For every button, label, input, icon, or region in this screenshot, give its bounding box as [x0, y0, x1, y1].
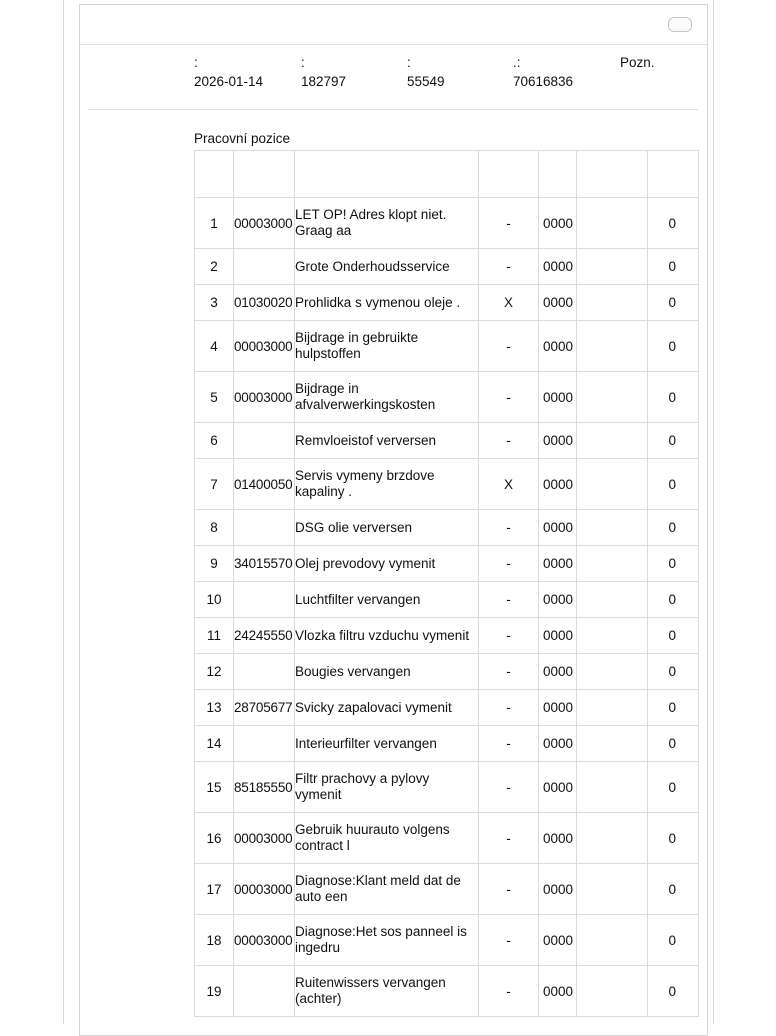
- operation-amount: 0: [648, 423, 699, 459]
- divider: [88, 109, 698, 110]
- description-text: Gebruik huurauto volgens contract l: [295, 822, 450, 853]
- info-label: Pozn.: [620, 55, 655, 70]
- operation-amount: 0: [648, 582, 699, 618]
- operation-amount: 0: [648, 915, 699, 966]
- description-text: Interieurfilter vervangen: [295, 735, 437, 751]
- empty-cell: [577, 726, 648, 762]
- operation-code: 24245550: [234, 618, 295, 654]
- operation-amount: 0: [648, 654, 699, 690]
- position-number: 2: [195, 249, 234, 285]
- section-title: Pracovní pozice: [194, 131, 291, 146]
- info-value: 2026-01-14: [194, 74, 264, 89]
- operation-flag: -: [479, 813, 539, 864]
- operation-value: 0000: [539, 813, 577, 864]
- table-row: [195, 690, 699, 726]
- position-number: 15: [195, 762, 234, 813]
- operation-value: 0000: [539, 864, 577, 915]
- position-number: 9: [195, 546, 234, 582]
- operation-code: 00003000: [234, 813, 295, 864]
- empty-cell: [577, 762, 648, 813]
- operation-description: [295, 762, 479, 813]
- operation-code: 85185550: [234, 762, 295, 813]
- operation-description: [295, 654, 479, 690]
- operation-description: [295, 813, 479, 864]
- header-cell: [648, 151, 699, 198]
- position-number: 6: [195, 423, 234, 459]
- description-text: Olej prevodovy vymenit: [295, 555, 436, 571]
- position-number: 18: [195, 915, 234, 966]
- position-number: 4: [195, 321, 234, 372]
- description-text: Servis vymeny brzdove kapaliny .: [295, 468, 435, 499]
- operation-value: 0000: [539, 510, 577, 546]
- operation-amount: 0: [648, 690, 699, 726]
- operation-flag: -: [479, 915, 539, 966]
- operation-amount: 0: [648, 510, 699, 546]
- header-cell: [539, 151, 577, 198]
- table-row: [195, 459, 699, 510]
- description-text: Luchtfilter vervangen: [295, 591, 421, 607]
- operation-code: 34015570: [234, 546, 295, 582]
- operation-description: [295, 618, 479, 654]
- position-number: 16: [195, 813, 234, 864]
- empty-cell: [577, 372, 648, 423]
- operation-code: [234, 726, 295, 762]
- operation-code: 01400050: [234, 459, 295, 510]
- empty-cell: [577, 654, 648, 690]
- operation-value: 0000: [539, 690, 577, 726]
- table-row: [195, 654, 699, 690]
- position-number: 19: [195, 966, 234, 1017]
- header-cell: [577, 151, 648, 198]
- operation-amount: 0: [648, 726, 699, 762]
- operation-amount: 0: [648, 285, 699, 321]
- operation-flag: -: [479, 690, 539, 726]
- operation-amount: 0: [648, 618, 699, 654]
- operation-code: [234, 582, 295, 618]
- operation-description: [295, 198, 479, 249]
- operation-description: [295, 510, 479, 546]
- page-right-border: [713, 0, 714, 1024]
- empty-cell: [577, 813, 648, 864]
- operation-code: 00003000: [234, 372, 295, 423]
- info-value: 55549: [407, 74, 445, 89]
- table-row: [195, 510, 699, 546]
- page-left-border: [63, 0, 64, 1024]
- operation-code: 00003000: [234, 321, 295, 372]
- empty-cell: [577, 198, 648, 249]
- empty-cell: [577, 285, 648, 321]
- operation-value: 0000: [539, 285, 577, 321]
- header-cell: [234, 151, 295, 198]
- operation-amount: 0: [648, 762, 699, 813]
- table-row: [195, 915, 699, 966]
- operation-flag: -: [479, 966, 539, 1017]
- description-text: Ruitenwissers vervangen (achter): [295, 975, 446, 1006]
- description-text: DSG olie verversen: [295, 519, 413, 535]
- operation-amount: 0: [648, 198, 699, 249]
- operation-flag: -: [479, 249, 539, 285]
- header-cell: [295, 151, 479, 198]
- description-text: Vlozka filtru vzduchu vymenit: [295, 627, 470, 643]
- operation-code: 28705677: [234, 690, 295, 726]
- operation-description: [295, 915, 479, 966]
- operation-value: 0000: [539, 459, 577, 510]
- header-cell: [195, 151, 234, 198]
- position-number: 14: [195, 726, 234, 762]
- empty-cell: [577, 618, 648, 654]
- operation-value: 0000: [539, 915, 577, 966]
- description-text: Bougies vervangen: [295, 663, 411, 679]
- description-text: Diagnose:Klant meld dat de auto een: [295, 873, 461, 904]
- position-number: 10: [195, 582, 234, 618]
- header-cell: [479, 151, 539, 198]
- description-text: Bijdrage in afvalverwerkingskosten: [295, 381, 436, 412]
- position-number: 17: [195, 864, 234, 915]
- description-text: Remvloeistof verversen: [295, 432, 437, 448]
- operation-value: 0000: [539, 198, 577, 249]
- info-value: 182797: [301, 74, 347, 89]
- table-row: [195, 864, 699, 915]
- table-row: [195, 249, 699, 285]
- description-text: Filtr prachovy a pylovy vymenit: [295, 771, 430, 802]
- table-row: [195, 546, 699, 582]
- info-date: [194, 53, 263, 91]
- position-number: 13: [195, 690, 234, 726]
- operation-value: 0000: [539, 762, 577, 813]
- operation-code: [234, 249, 295, 285]
- operation-code: 00003000: [234, 864, 295, 915]
- info-mileage: [407, 53, 445, 91]
- operation-value: 0000: [539, 726, 577, 762]
- table-row: [195, 618, 699, 654]
- empty-cell: [577, 546, 648, 582]
- empty-cell: [577, 915, 648, 966]
- operation-code: 00003000: [234, 915, 295, 966]
- operation-amount: 0: [648, 966, 699, 1017]
- operation-description: [295, 582, 479, 618]
- operation-flag: -: [479, 618, 539, 654]
- table-row: [195, 813, 699, 864]
- position-number: 1: [195, 198, 234, 249]
- operation-code: [234, 966, 295, 1017]
- info-label: :: [194, 55, 198, 70]
- operation-code: [234, 654, 295, 690]
- operation-value: 0000: [539, 582, 577, 618]
- operation-description: [295, 423, 479, 459]
- operation-description: [295, 249, 479, 285]
- info-order-number: [301, 53, 346, 91]
- info-value: 70616836: [513, 74, 574, 89]
- description-text: Svicky zapalovaci vymenit: [295, 699, 452, 715]
- operation-description: [295, 690, 479, 726]
- operation-flag: -: [479, 321, 539, 372]
- operation-description: [295, 966, 479, 1017]
- operation-flag: -: [479, 510, 539, 546]
- operation-flag: -: [479, 726, 539, 762]
- operation-amount: 0: [648, 546, 699, 582]
- operation-description: [295, 321, 479, 372]
- operation-flag: -: [479, 654, 539, 690]
- operation-flag: -: [479, 762, 539, 813]
- document-info: [194, 53, 674, 93]
- operation-flag: -: [479, 198, 539, 249]
- empty-cell: [577, 321, 648, 372]
- operation-value: 0000: [539, 249, 577, 285]
- table-row: [195, 321, 699, 372]
- position-number: 3: [195, 285, 234, 321]
- work-positions-table: [194, 150, 699, 1017]
- empty-cell: [577, 249, 648, 285]
- description-text: Bijdrage in gebruikte hulpstoffen: [295, 330, 419, 361]
- operation-value: 0000: [539, 321, 577, 372]
- operation-code: [234, 423, 295, 459]
- info-reference: [513, 53, 573, 91]
- header-action-button[interactable]: [668, 17, 692, 32]
- table-row: [195, 285, 699, 321]
- empty-cell: [577, 582, 648, 618]
- operation-flag: X: [479, 285, 539, 321]
- operation-code: [234, 510, 295, 546]
- operation-description: [295, 864, 479, 915]
- table-row: [195, 423, 699, 459]
- operation-value: 0000: [539, 546, 577, 582]
- operation-description: [295, 459, 479, 510]
- table-row: [195, 762, 699, 813]
- description-text: Grote Onderhoudsservice: [295, 258, 450, 274]
- operation-description: [295, 726, 479, 762]
- operation-flag: X: [479, 459, 539, 510]
- empty-cell: [577, 459, 648, 510]
- operation-amount: 0: [648, 813, 699, 864]
- operation-description: [295, 285, 479, 321]
- operation-amount: 0: [648, 321, 699, 372]
- operation-description: [295, 372, 479, 423]
- operation-description: [295, 546, 479, 582]
- card-header: [80, 5, 707, 45]
- table-header-row: [195, 151, 699, 198]
- operation-amount: 0: [648, 249, 699, 285]
- operation-value: 0000: [539, 372, 577, 423]
- info-label: :: [407, 55, 411, 70]
- table-row: [195, 582, 699, 618]
- description-text: Prohlidka s vymenou oleje .: [295, 294, 461, 310]
- table-row: [195, 966, 699, 1017]
- table-row: [195, 198, 699, 249]
- operation-amount: 0: [648, 459, 699, 510]
- position-number: 11: [195, 618, 234, 654]
- table-row: [195, 372, 699, 423]
- operation-flag: -: [479, 582, 539, 618]
- info-label: :: [301, 55, 305, 70]
- position-number: 8: [195, 510, 234, 546]
- description-text: Diagnose:Het sos panneel is ingedru: [295, 924, 467, 955]
- description-text: LET OP! Adres klopt niet. Graag aa: [295, 207, 447, 238]
- position-number: 12: [195, 654, 234, 690]
- table-row: [195, 726, 699, 762]
- empty-cell: [577, 510, 648, 546]
- operation-code: 00003000: [234, 198, 295, 249]
- info-label: .:: [513, 55, 521, 70]
- position-number: 7: [195, 459, 234, 510]
- info-note: [620, 53, 655, 72]
- operation-flag: -: [479, 372, 539, 423]
- position-number: 5: [195, 372, 234, 423]
- operation-amount: 0: [648, 372, 699, 423]
- operation-amount: 0: [648, 864, 699, 915]
- operation-code: 01030020: [234, 285, 295, 321]
- operation-flag: -: [479, 546, 539, 582]
- operation-value: 0000: [539, 618, 577, 654]
- empty-cell: [577, 966, 648, 1017]
- empty-cell: [577, 690, 648, 726]
- operation-flag: -: [479, 423, 539, 459]
- operation-flag: -: [479, 864, 539, 915]
- operation-value: 0000: [539, 423, 577, 459]
- operation-value: 0000: [539, 966, 577, 1017]
- empty-cell: [577, 864, 648, 915]
- empty-cell: [577, 423, 648, 459]
- operation-value: 0000: [539, 654, 577, 690]
